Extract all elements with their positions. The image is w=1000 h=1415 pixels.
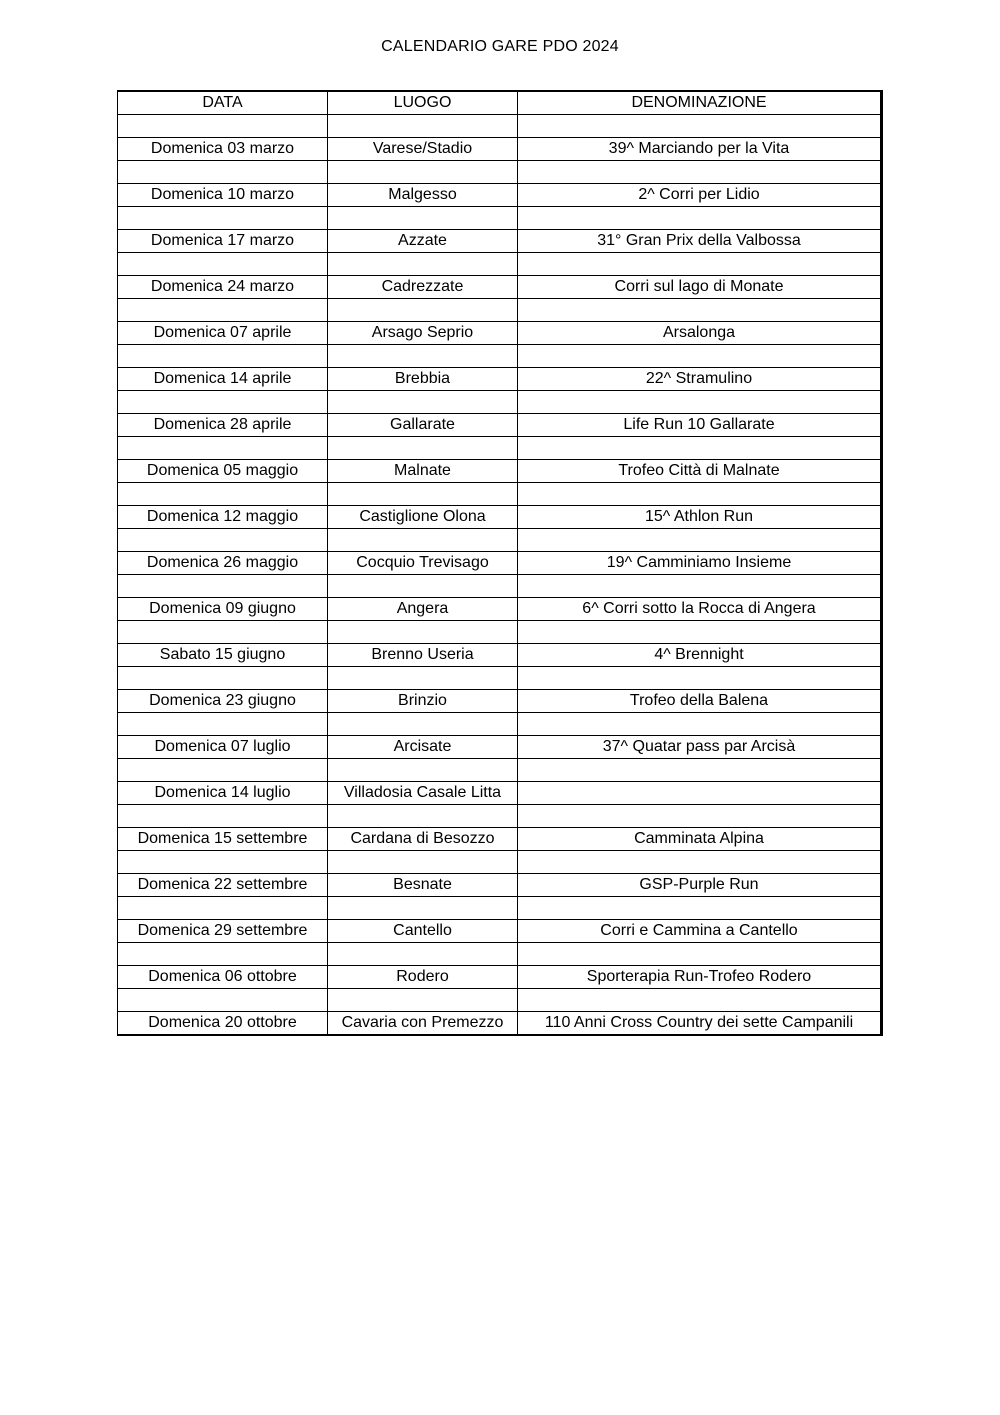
- name-cell: GSP-Purple Run: [518, 874, 882, 897]
- empty-cell: [328, 805, 518, 828]
- date-cell: Domenica 28 aprile: [118, 414, 328, 437]
- place-cell: Malgesso: [328, 184, 518, 207]
- table-row: [118, 414, 882, 437]
- table-row: [118, 874, 882, 897]
- empty-cell: [328, 483, 518, 506]
- date-cell: Domenica 09 giugno: [118, 598, 328, 621]
- empty-cell: [328, 391, 518, 414]
- empty-cell: [118, 345, 328, 368]
- empty-cell: [328, 299, 518, 322]
- place-cell: Rodero: [328, 966, 518, 989]
- empty-cell: [518, 161, 882, 184]
- empty-cell: [328, 759, 518, 782]
- table-header: [118, 91, 882, 115]
- place-cell: Cocquio Trevisago: [328, 552, 518, 575]
- empty-cell: [328, 713, 518, 736]
- name-cell: Camminata Alpina: [518, 828, 882, 851]
- date-cell: Sabato 15 giugno: [118, 644, 328, 667]
- date-cell: Domenica 06 ottobre: [118, 966, 328, 989]
- date-cell: Domenica 14 aprile: [118, 368, 328, 391]
- spacer-row: [118, 805, 882, 828]
- date-cell: Domenica 07 luglio: [118, 736, 328, 759]
- name-cell: Corri e Cammina a Cantello: [518, 920, 882, 943]
- place-cell: Arsago Seprio: [328, 322, 518, 345]
- name-cell: Sporterapia Run-Trofeo Rodero: [518, 966, 882, 989]
- spacer-row: [118, 621, 882, 644]
- spacer-row: [118, 851, 882, 874]
- name-cell: 6^ Corri sotto la Rocca di Angera: [518, 598, 882, 621]
- empty-cell: [518, 437, 882, 460]
- table-row: [118, 184, 882, 207]
- date-cell: Domenica 20 ottobre: [118, 1012, 328, 1036]
- empty-cell: [518, 575, 882, 598]
- empty-cell: [118, 851, 328, 874]
- name-cell: [518, 782, 882, 805]
- empty-cell: [328, 667, 518, 690]
- place-cell: Azzate: [328, 230, 518, 253]
- name-cell: 39^ Marciando per la Vita: [518, 138, 882, 161]
- place-cell: Castiglione Olona: [328, 506, 518, 529]
- empty-cell: [518, 345, 882, 368]
- name-cell: Arsalonga: [518, 322, 882, 345]
- place-cell: Cadrezzate: [328, 276, 518, 299]
- date-cell: Domenica 10 marzo: [118, 184, 328, 207]
- spacer-row: [118, 897, 882, 920]
- date-cell: Domenica 24 marzo: [118, 276, 328, 299]
- empty-cell: [518, 943, 882, 966]
- table-row: [118, 690, 882, 713]
- place-cell: Cantello: [328, 920, 518, 943]
- empty-cell: [518, 207, 882, 230]
- empty-cell: [118, 161, 328, 184]
- spacer-row: [118, 713, 882, 736]
- date-cell: Domenica 23 giugno: [118, 690, 328, 713]
- table-row: [118, 598, 882, 621]
- spacer-row: [118, 943, 882, 966]
- spacer-row: [118, 115, 882, 138]
- document-title: CALENDARIO GARE PDO 2024: [381, 38, 619, 55]
- spacer-row: [118, 575, 882, 598]
- table-row: [118, 828, 882, 851]
- empty-cell: [518, 529, 882, 552]
- table-row: [118, 230, 882, 253]
- empty-cell: [518, 391, 882, 414]
- name-cell: 37^ Quatar pass par Arcisà: [518, 736, 882, 759]
- empty-cell: [328, 529, 518, 552]
- date-cell: Domenica 15 settembre: [118, 828, 328, 851]
- empty-cell: [518, 897, 882, 920]
- name-cell: 31° Gran Prix della Valbossa: [518, 230, 882, 253]
- spacer-row: [118, 299, 882, 322]
- name-cell: Corri sul lago di Monate: [518, 276, 882, 299]
- table-body: [118, 115, 882, 1036]
- name-cell: 22^ Stramulino: [518, 368, 882, 391]
- empty-cell: [518, 667, 882, 690]
- name-cell: 110 Anni Cross Country dei sette Campanili: [518, 1012, 882, 1036]
- place-cell: Brenno Useria: [328, 644, 518, 667]
- spacer-row: [118, 161, 882, 184]
- empty-cell: [118, 529, 328, 552]
- empty-cell: [118, 805, 328, 828]
- name-cell: Trofeo Città di Malnate: [518, 460, 882, 483]
- spacer-row: [118, 253, 882, 276]
- table-row: [118, 322, 882, 345]
- date-cell: Domenica 22 settembre: [118, 874, 328, 897]
- empty-cell: [118, 575, 328, 598]
- empty-cell: [118, 299, 328, 322]
- table-row: [118, 552, 882, 575]
- empty-cell: [328, 345, 518, 368]
- name-cell: 2^ Corri per Lidio: [518, 184, 882, 207]
- table-row: [118, 138, 882, 161]
- empty-cell: [118, 391, 328, 414]
- table-row: [118, 782, 882, 805]
- header-date: DATA: [118, 91, 328, 115]
- empty-cell: [118, 759, 328, 782]
- name-cell: 15^ Athlon Run: [518, 506, 882, 529]
- empty-cell: [328, 575, 518, 598]
- date-cell: Domenica 12 maggio: [118, 506, 328, 529]
- place-cell: Cardana di Besozzo: [328, 828, 518, 851]
- empty-cell: [328, 851, 518, 874]
- date-cell: Domenica 14 luglio: [118, 782, 328, 805]
- empty-cell: [118, 943, 328, 966]
- place-cell: Cavaria con Premezzo: [328, 1012, 518, 1036]
- empty-cell: [118, 115, 328, 138]
- empty-cell: [518, 621, 882, 644]
- race-calendar-table: [117, 90, 883, 1036]
- empty-cell: [328, 437, 518, 460]
- table-row: [118, 966, 882, 989]
- table-row: [118, 1012, 882, 1036]
- empty-cell: [518, 759, 882, 782]
- table-row: [118, 276, 882, 299]
- date-cell: Domenica 17 marzo: [118, 230, 328, 253]
- table-row: [118, 644, 882, 667]
- empty-cell: [518, 713, 882, 736]
- date-cell: Domenica 26 maggio: [118, 552, 328, 575]
- spacer-row: [118, 667, 882, 690]
- date-cell: Domenica 29 settembre: [118, 920, 328, 943]
- table-row: [118, 368, 882, 391]
- spacer-row: [118, 391, 882, 414]
- name-cell: Trofeo della Balena: [518, 690, 882, 713]
- empty-cell: [118, 713, 328, 736]
- header-row: [118, 91, 882, 115]
- empty-cell: [518, 299, 882, 322]
- spacer-row: [118, 759, 882, 782]
- empty-cell: [118, 207, 328, 230]
- spacer-row: [118, 483, 882, 506]
- empty-cell: [518, 253, 882, 276]
- empty-cell: [518, 483, 882, 506]
- empty-cell: [118, 989, 328, 1012]
- empty-cell: [328, 207, 518, 230]
- empty-cell: [518, 989, 882, 1012]
- table-row: [118, 460, 882, 483]
- empty-cell: [118, 621, 328, 644]
- spacer-row: [118, 345, 882, 368]
- place-cell: Brebbia: [328, 368, 518, 391]
- spacer-row: [118, 437, 882, 460]
- empty-cell: [518, 851, 882, 874]
- header-place: LUOGO: [328, 91, 518, 115]
- empty-cell: [118, 253, 328, 276]
- empty-cell: [518, 805, 882, 828]
- empty-cell: [328, 989, 518, 1012]
- empty-cell: [328, 943, 518, 966]
- spacer-row: [118, 529, 882, 552]
- empty-cell: [328, 897, 518, 920]
- empty-cell: [518, 115, 882, 138]
- date-cell: Domenica 07 aprile: [118, 322, 328, 345]
- table-row: [118, 920, 882, 943]
- empty-cell: [328, 253, 518, 276]
- name-cell: 19^ Camminiamo Insieme: [518, 552, 882, 575]
- table-row: [118, 506, 882, 529]
- place-cell: Angera: [328, 598, 518, 621]
- place-cell: Malnate: [328, 460, 518, 483]
- empty-cell: [118, 483, 328, 506]
- name-cell: Life Run 10 Gallarate: [518, 414, 882, 437]
- place-cell: Varese/Stadio: [328, 138, 518, 161]
- header-name: DENOMINAZIONE: [518, 91, 882, 115]
- place-cell: Besnate: [328, 874, 518, 897]
- place-cell: Arcisate: [328, 736, 518, 759]
- table-row: [118, 736, 882, 759]
- place-cell: Villadosia Casale Litta: [328, 782, 518, 805]
- place-cell: Brinzio: [328, 690, 518, 713]
- spacer-row: [118, 207, 882, 230]
- empty-cell: [118, 667, 328, 690]
- empty-cell: [328, 621, 518, 644]
- spacer-row: [118, 989, 882, 1012]
- empty-cell: [118, 437, 328, 460]
- empty-cell: [118, 897, 328, 920]
- empty-cell: [328, 115, 518, 138]
- name-cell: 4^ Brennight: [518, 644, 882, 667]
- place-cell: Gallarate: [328, 414, 518, 437]
- date-cell: Domenica 03 marzo: [118, 138, 328, 161]
- date-cell: Domenica 05 maggio: [118, 460, 328, 483]
- empty-cell: [328, 161, 518, 184]
